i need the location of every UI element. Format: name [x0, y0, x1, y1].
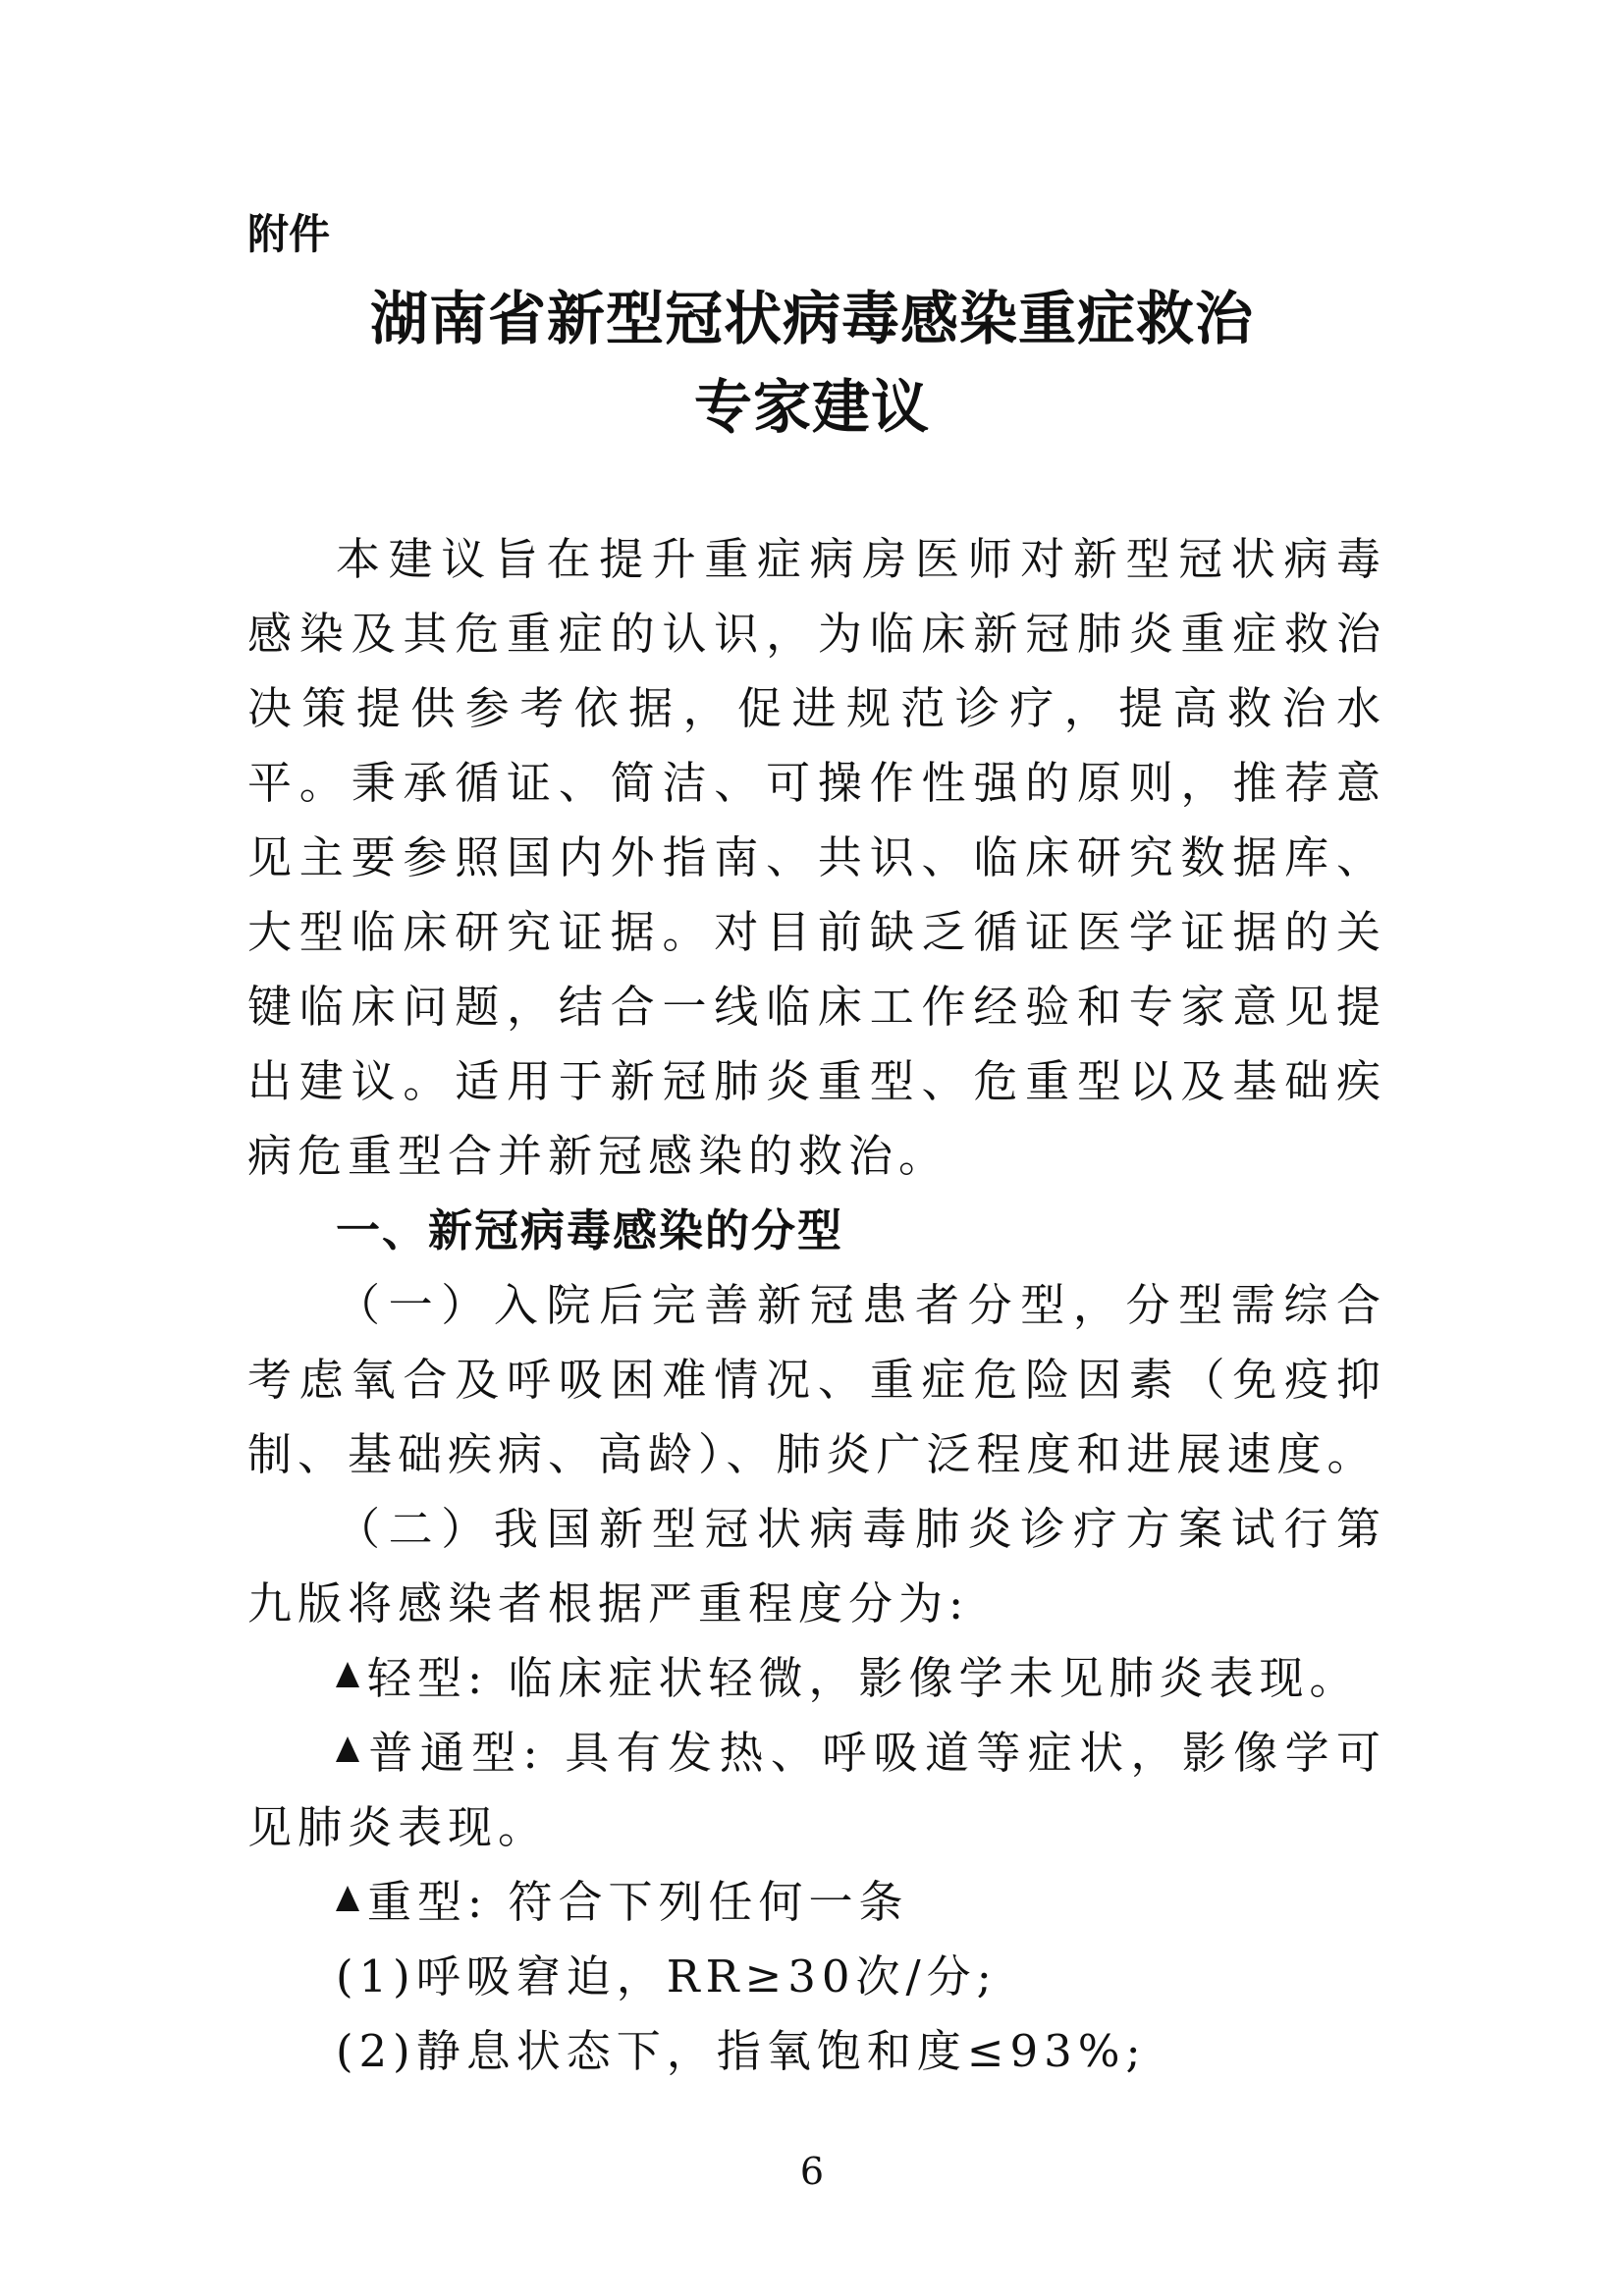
document-title-line2: 专家建议 — [693, 373, 930, 441]
section-heading: 一、新冠病毒感染的分型 — [336, 1204, 844, 1256]
type-name: 普通型 — [367, 1727, 523, 1779]
section-paragraph-1: （一）入院后完善新冠患者分型，分型需综合考虑氧合及呼吸困难情况、重症危险因素（免疫抑制、基础疾病、高龄）、肺炎广泛程度和进展速度。 — [247, 1279, 1386, 1480]
triangle-bullet-icon — [336, 1886, 359, 1911]
page-number: 6 — [799, 2150, 825, 2193]
type-name: 重型 — [367, 1876, 468, 1928]
intro-paragraph: 本建议旨在提升重症病房医师对新型冠状病毒感染及其危重症的认识，为临床新冠肺炎重症救治决策提供参考依据，促进规范诊疗，提高救治水平。秉承循证、简洁、可操作性强的原则，推荐意见主要参照国内外指南、共识、临床研究数据库、大型临床研究证据。对目前缺乏循证医学证据的关键临床问题，结合一线临床工作经验和专家意见提出建议。适用于新冠肺炎重型、危重型以及基础疾病危重型合并新冠感染的救治。 — [247, 533, 1386, 1182]
type-name: 轻型 — [367, 1652, 468, 1704]
type-item-mild: 轻型: 临床症状轻微，影像学未见肺炎表现。 — [247, 1641, 1386, 1716]
criterion-item: (1)呼吸窘迫，RR≥30次/分; — [336, 1950, 998, 2002]
criterion-item: (2)静息状态下，指氧饱和度≤93%; — [336, 2025, 1147, 2077]
type-desc: 临床症状轻微，影像学未见肺炎表现。 — [508, 1652, 1360, 1704]
document-body — [247, 522, 1386, 2089]
type-desc: 符合下列任何一条 — [508, 1876, 909, 1928]
type-item-severe: 重型: 符合下列任何一条 — [247, 1865, 1386, 1940]
triangle-bullet-icon — [336, 1662, 359, 1687]
type-item-moderate: 普通型: 具有发热、呼吸道等症状，影像学可见肺炎表现。 — [247, 1727, 1386, 1853]
type-desc: 具有发热、呼吸道等症状，影像学可见肺炎表现。 — [247, 1727, 1386, 1853]
document-title-line1: 湖南省新型冠状病毒感染重症救治 — [369, 285, 1254, 352]
section-paragraph-2: （二）我国新型冠状病毒肺炎诊疗方案试行第九版将感染者根据严重程度分为: — [247, 1503, 1386, 1629]
triangle-bullet-icon — [336, 1736, 359, 1762]
attachment-label: 附件 — [247, 210, 331, 258]
